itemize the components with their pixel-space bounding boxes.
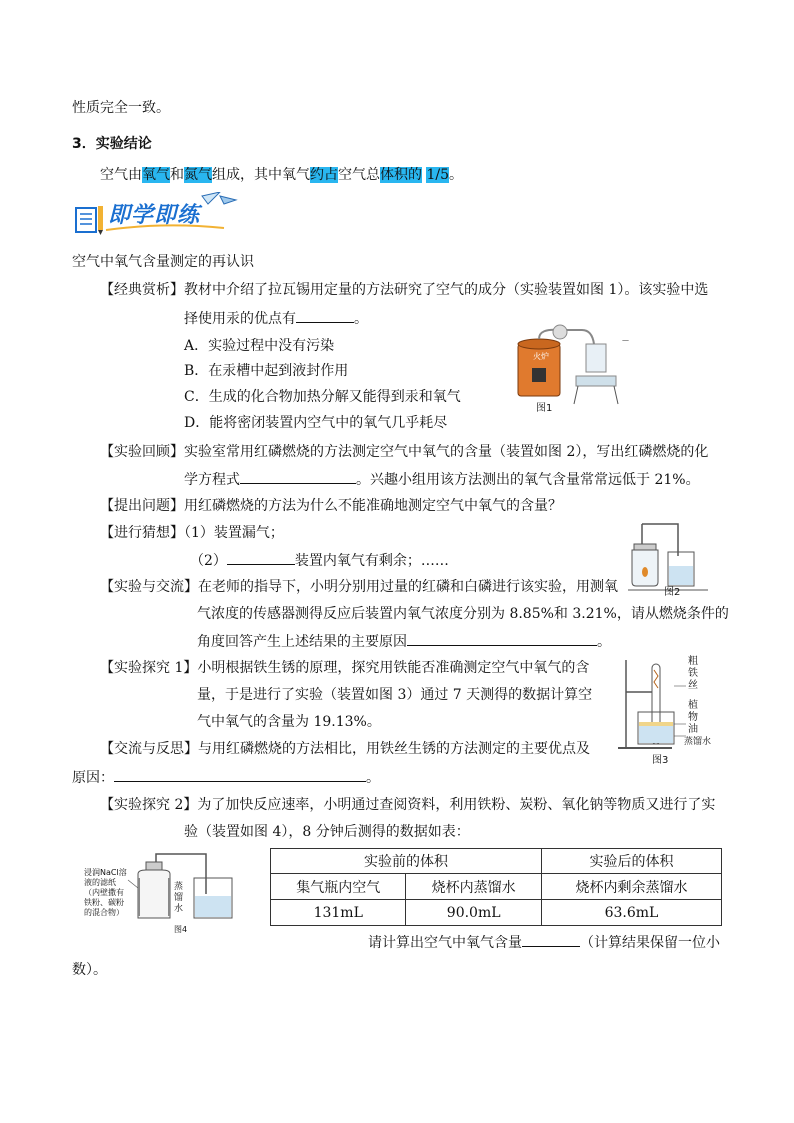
figure-4-caption: 图4 [174, 925, 188, 934]
tag-review: 【实验回顾】 [100, 444, 184, 460]
exchange-line1 [100, 577, 618, 597]
review-line1 [100, 442, 708, 462]
explore2-text: 为了加快反应速率，小明通过查阅资料，利用铁粉、炭粉、氧化钠等物质又进行了实 [197, 797, 716, 813]
reflect-line1 [100, 739, 590, 759]
answer-blank[interactable] [296, 308, 354, 323]
fig3-label-tie: 铁 [688, 668, 698, 679]
figure-2-red-phosphorus [628, 516, 714, 602]
table-row [271, 874, 722, 900]
advantage-blank[interactable] [114, 767, 366, 782]
highlight-nitrogen: 氮气 [184, 167, 212, 183]
value-remaining-water: 63.6mL [541, 900, 721, 926]
volume-table [270, 848, 722, 926]
tag-question: 【提出问题】 [100, 498, 184, 514]
fig3-label-cu: 粗 [688, 656, 698, 667]
guess-text: 装置内氧气有剩余；…… [294, 553, 449, 569]
oxygen-content-blank[interactable] [522, 932, 580, 947]
review-text: 实验室常用红磷燃烧的方法测定空气中氧气的含量（装置如图 2），写出红磷燃烧的化 [184, 444, 709, 460]
equation-blank[interactable] [240, 469, 356, 484]
intro-tail: 性质完全一致。 [72, 100, 170, 116]
fig4-label-line4: 铁粉、碳粉 [84, 898, 124, 907]
banner-title: 即学即练 [108, 203, 201, 228]
highlight-oxygen: 氧气 [142, 167, 170, 183]
conclusion-text: 和 [170, 167, 184, 183]
exchange-text: 在老师的指导下，小明分别用过量的红磷和白磷进行该实验，用测氧 [198, 579, 618, 595]
guess-line2 [190, 550, 449, 571]
fig3-label-si: 丝 [688, 680, 698, 691]
fig3-label-you: 油 [688, 724, 698, 735]
table-row [271, 900, 722, 926]
column-water: 烧杯内蒸馏水 [406, 874, 541, 900]
figure-1-lavoisier-apparatus [512, 324, 632, 422]
conclusion-text: 组成，其中氧气 [212, 167, 310, 183]
section-heading: 3．实验结论 [72, 136, 152, 152]
review-line2 [184, 469, 700, 490]
explore1-text: 小明根据铁生锈的原理，探究用铁能否准确测定空气中氧气的含 [197, 660, 590, 676]
figure-3-iron-wire [612, 656, 716, 770]
explore1-line1 [100, 658, 589, 678]
exchange-text: 。 [597, 634, 611, 650]
tag-guess: 【进行猜想】 [100, 525, 184, 541]
calc-text: （计算结果保留一位小 [580, 935, 720, 951]
guess-line1 [100, 523, 284, 543]
bottle-beaker-image [84, 848, 240, 940]
furnace-label: 火炉 [533, 352, 549, 361]
option-d: D．能将密闭装置内空气中的氧气几乎耗尽 [184, 415, 448, 431]
practice-banner [74, 192, 239, 238]
classic-line1 [100, 280, 708, 300]
figure-1-caption: 图1 [536, 403, 553, 414]
question-text: 用红磷燃烧的方法为什么不能准确地测定空气中氧气的含量？ [184, 498, 562, 514]
header-after: 实验后的体积 [541, 849, 721, 874]
reflect-text: 原因： [72, 770, 114, 786]
explore1-line3: 气中氧气的含量为 19.13%。 [197, 714, 381, 730]
value-water: 90.0mL [406, 900, 541, 926]
exchange-line2: 气浓度的传感器测得反应后装置内氧气浓度分别为 8.85%和 3.21%，请从燃烧条件的 [197, 606, 729, 622]
table-header-row [271, 849, 722, 874]
guess-text: （1）装置漏气； [184, 525, 284, 541]
conclusion-line [100, 165, 463, 185]
calc-line2: 数）。 [72, 962, 107, 978]
conclusion-text: 空气由 [100, 167, 142, 183]
svg-text:—: — [622, 336, 629, 344]
guess-blank[interactable] [227, 550, 295, 565]
exchange-line3 [197, 631, 611, 652]
value-air: 131mL [271, 900, 406, 926]
calc-text: 请计算出空气中氧气含量 [368, 935, 522, 951]
option-a: A．实验过程中没有污染 [184, 338, 335, 354]
classic-text: 教材中介绍了拉瓦锡用定量的方法研究了空气的成分（实验装置如图 1）。该实验中选 [184, 282, 709, 298]
conclusion-text: 。 [448, 167, 463, 183]
reflect-line2 [72, 767, 380, 788]
figure-3-caption: 图3 [652, 755, 669, 766]
highlight-about: 约占 [310, 167, 338, 183]
calc-line1 [368, 932, 720, 953]
explore1-line2: 量，于是进行了实验（装置如图 3）通过 7 天测得的数据计算空 [197, 687, 593, 703]
review-text: 学方程式 [184, 472, 240, 488]
fig4-label-line5: 的混合物） [84, 908, 124, 917]
tag-explore2: 【实验探究 2】 [100, 797, 198, 813]
tag-reflect: 【交流与反思】 [100, 741, 198, 757]
tag-explore1: 【实验探究 1】 [100, 660, 198, 676]
explore2-line2: 验（装置如图 4），8 分钟后测得的数据如表： [184, 824, 470, 840]
topic-line: 空气中氧气含量测定的再认识 [72, 254, 254, 270]
guess-text: （2） [190, 553, 227, 569]
iron-wire-apparatus-image [612, 656, 716, 770]
classic-line2 [184, 308, 368, 329]
highlight-volume: 体积的 [380, 167, 422, 183]
fig4-label-line2: 液的滤纸 [84, 878, 116, 887]
classic-text: 择使用汞的优点有 [184, 311, 296, 327]
question-line [100, 496, 562, 516]
highlight-fraction: 1/5 [426, 167, 449, 183]
reason-blank[interactable] [407, 631, 597, 646]
tag-exchange: 【实验与交流】 [100, 579, 198, 595]
figure-4-iron-powder [84, 848, 240, 940]
option-b: B．在汞槽中起到液封作用 [184, 363, 349, 379]
explore2-line1 [100, 795, 715, 815]
fig4-label-line1: 浸润NaCl溶 [84, 868, 127, 877]
header-before: 实验前的体积 [271, 849, 542, 874]
figure-2-caption: 图2 [664, 587, 681, 598]
fig3-label-water: 蒸馏水 [684, 737, 712, 747]
fig4-side-label-3: 水 [174, 904, 184, 914]
classic-end: 。 [354, 311, 368, 327]
fig4-side-label-2: 馏 [174, 893, 184, 903]
conclusion-text: 空气总 [338, 167, 380, 183]
review-text: 。兴趣小组用该方法测出的氧气含量常常远低于 21%。 [356, 472, 700, 488]
exchange-text: 角度回答产生上述结果的主要原因 [197, 634, 407, 650]
furnace-apparatus-image [512, 324, 632, 422]
option-c: C．生成的化合物加热分解又能得到汞和氧气 [184, 389, 461, 405]
column-air: 集气瓶内空气 [271, 874, 406, 900]
tag-classic: 【经典赏析】 [100, 282, 184, 298]
fig3-label-wu: 物 [688, 712, 698, 723]
fig4-side-label-1: 蒸 [174, 882, 184, 892]
fig3-label-zhi: 植 [688, 700, 698, 711]
column-remaining-water: 烧杯内剩余蒸馏水 [541, 874, 721, 900]
fig4-label-line3: （内壁撒有 [84, 888, 124, 897]
reflect-text: 。 [366, 770, 380, 786]
reflect-text: 与用红磷燃烧的方法相比，用铁丝生锈的方法测定的主要优点及 [198, 741, 590, 757]
